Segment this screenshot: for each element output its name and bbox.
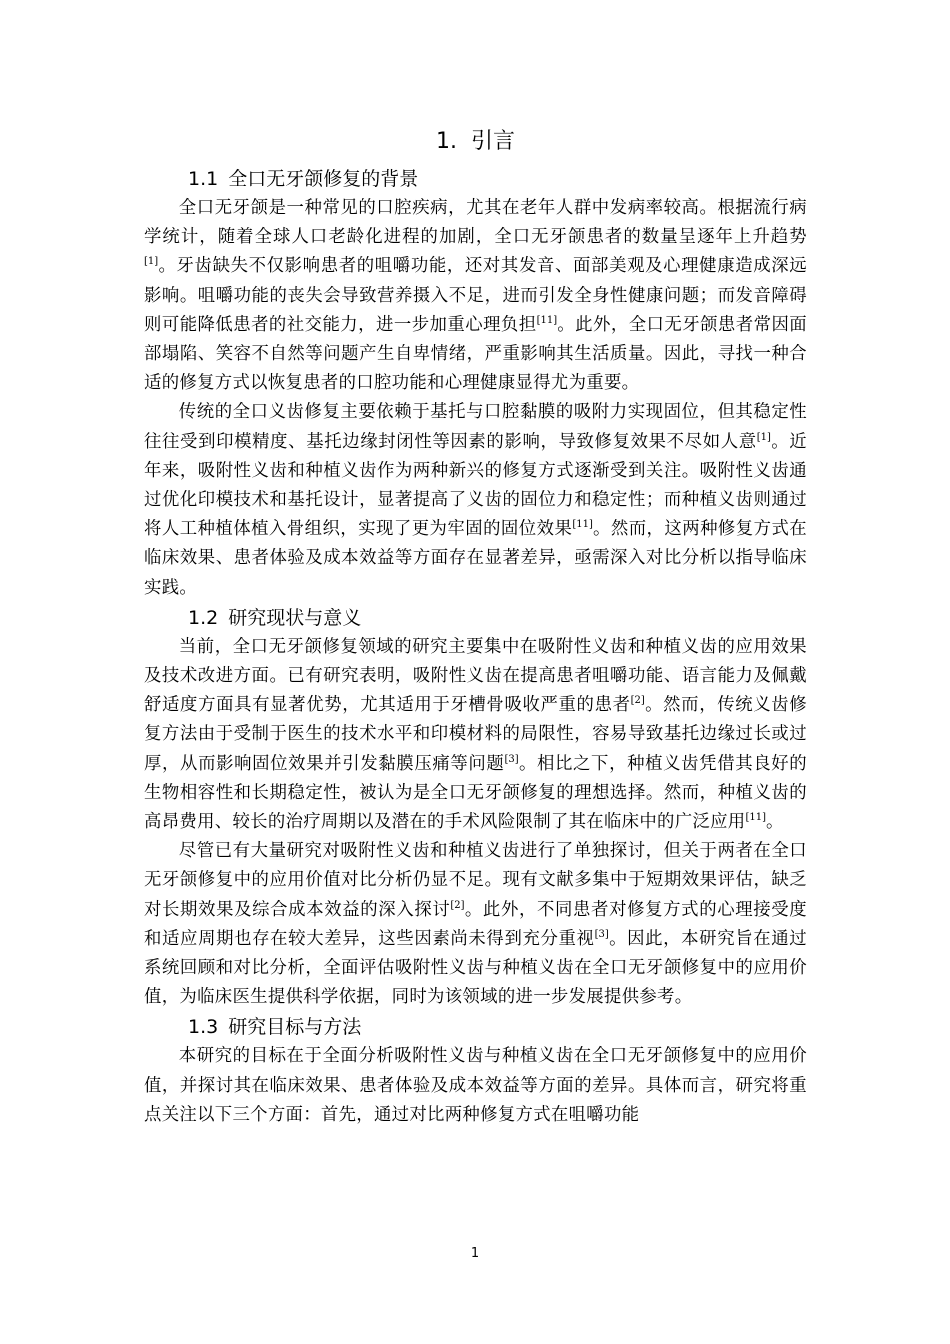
section-number: 1.3 — [188, 1016, 219, 1039]
section-number: 1.2 — [188, 606, 219, 629]
chapter-title: 引言 — [470, 129, 515, 154]
document-body — [144, 122, 807, 1130]
citation-reference[interactable]: [2] — [630, 695, 645, 707]
sections — [144, 164, 807, 1130]
body-paragraph — [144, 398, 807, 602]
paragraph-text: 。牙齿缺失不仅影响患者的咀嚼功能，还对其发音、面部美观及心理健康造成深远影响。咀嚼功能的丧失会导致营养摄入不足，进而引发全身性健康问题；而发音障碍则可能降低患者的社交能力，进一步加重心理负担 — [144, 256, 807, 335]
paragraph-text: 。此外，全口无牙颌患者常因面部塌陷、笑容不自然等问题产生自卑情绪，严重影响其生活质量。因此，寻找一种合适的修复方式以恢复患者的口腔功能和心理健康显得尤为重要。 — [144, 314, 808, 394]
paragraph-text: 全口无牙颌是一种常见的口腔疾病，尤其在老年人群中发病率较高。根据流行病学统计，随着全球人口老龄化进程的加剧，全口无牙颌患者的数量呈逐年上升趋势 — [144, 198, 807, 248]
citation-reference[interactable]: [11] — [536, 315, 558, 327]
body-paragraph — [144, 194, 807, 398]
chapter-number: 1. — [435, 129, 457, 154]
citation-reference[interactable]: [11] — [745, 812, 767, 824]
citation-reference[interactable]: [3] — [504, 753, 519, 765]
citation-reference[interactable]: [1] — [144, 256, 159, 268]
body-paragraph — [144, 837, 807, 1012]
section-heading — [144, 164, 807, 194]
citation-reference[interactable]: [2] — [450, 899, 465, 911]
body-paragraph — [144, 633, 807, 837]
section-title: 研究现状与意义 — [228, 606, 362, 629]
paragraph-text: 。然而，这两种修复方式在临床效果、患者体验及成本效益等方面存在显著差异，亟需深入对比分析以指导临床实践。 — [144, 519, 807, 598]
paragraph-text: 尽管已有大量研究对吸附性义齿和种植义齿进行了单独探讨，但关于两者在全口无牙颌修复中的应用价值对比分析仍显不足。现有文献多集中于短期效果评估，缺乏对长期效果及综合成本效益的深入探讨 — [144, 841, 807, 920]
section-number: 1.1 — [188, 168, 219, 190]
body-paragraph — [144, 1042, 807, 1130]
section-heading — [144, 1012, 807, 1042]
paragraph-text: 。因此，本研究旨在通过系统回顾和对比分析，全面评估吸附性义齿与种植义齿在全口无牙颌修复中的应用价值，为临床医生提供科学依据，同时为该领域的进一步发展提供参考。 — [144, 928, 807, 1008]
citation-reference[interactable]: [11] — [572, 519, 593, 531]
paragraph-text: 。此外，不同患者对修复方式的心理接受度和适应周期也存在较大差异，这些因素尚未得到充分重视 — [144, 899, 807, 949]
paragraph-text: 当前，全口无牙颌修复领域的研究主要集中在吸附性义齿和种植义齿的应用效果及技术改进方面。已有研究表明，吸附性义齿在提高患者咀嚼功能、语言能力及佩戴舒适度方面具有显著优势，尤其适用于牙槽骨吸收严重的患者 — [144, 636, 807, 716]
section-title: 全口无牙颌修复的背景 — [228, 168, 419, 190]
section-heading — [144, 603, 807, 633]
paragraph-text: 。相比之下，种植义齿凭借其良好的生物相容性和长期稳定性，被认为是全口无牙颌修复的理想选择。然而，种植义齿的高昂费用、较长的治疗周期以及潜在的手术风险限制了其在临床中的广泛应用 — [144, 753, 807, 833]
paragraph-text: 。 — [766, 812, 784, 833]
chapter-heading — [144, 122, 807, 162]
citation-reference[interactable]: [3] — [594, 929, 609, 941]
paragraph-text: 本研究的目标在于全面分析吸附性义齿与种植义齿在全口无牙颌修复中的应用价值，并探讨其在临床效果、患者体验及成本效益等方面的差异。具体而言，研究将重点关注以下三个方面：首先，通过对比两种修复方式在咀嚼功能 — [144, 1046, 807, 1125]
paragraph-text: 。近年来，吸附性义齿和种植义齿作为两种新兴的修复方式逐渐受到关注。吸附性义齿通过优化印模技术和基托设计，显著提高了义齿的固位力和稳定性；而种植义齿则通过将人工种植体植入骨组织，实现了更为牢固的固位效果 — [144, 431, 807, 540]
section-title: 研究目标与方法 — [228, 1016, 362, 1039]
paragraph-text: 。然而，传统义齿修复方法由于受制于医生的技术水平和印模材料的局限性，容易导致基托边缘过长或过厚，从而影响固位效果并引发黏膜压痛等问题 — [144, 695, 808, 774]
paragraph-text: 传统的全口义齿修复主要依赖于基托与口腔黏膜的吸附力实现固位，但其稳定性往往受到印模精度、基托边缘封闭性等因素的影响，导致修复效果不尽如人意 — [144, 402, 807, 452]
page-number: 1 — [470, 1246, 480, 1261]
citation-reference[interactable]: [1] — [756, 431, 771, 443]
